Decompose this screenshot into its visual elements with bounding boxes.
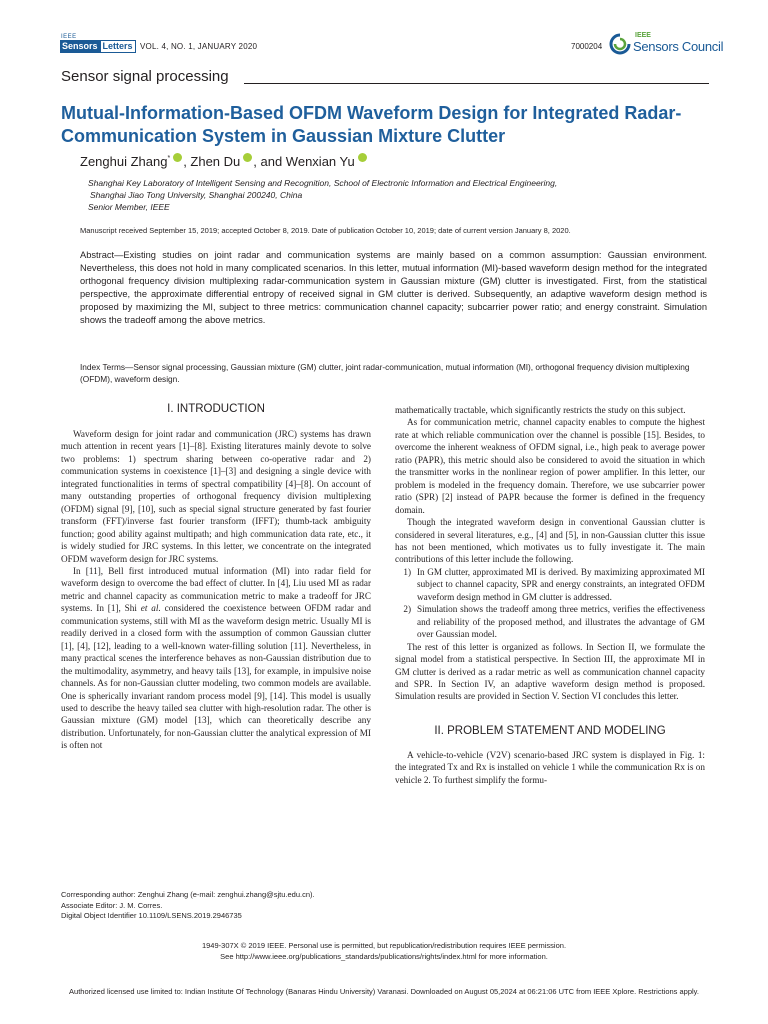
logo-sensors: Sensors: [62, 41, 98, 51]
right-paragraph-4: The rest of this letter is organized as follows. In Section II, we formulate the signal model from a statistical perspective. In Section III, the approximate MI in GM clutter is derived as a radar metric as well as communication channel capacity and SPR. In Section IV, an adaptive waveform design method is proposed. Simulation results are provided in Section V. Section VI concludes this letter.: [395, 641, 705, 702]
orcid-icon[interactable]: [243, 153, 252, 162]
author-1-mark: *: [167, 155, 171, 162]
authorized-use-notice: Authorized licensed use limited to: Indian Institute Of Technology (Banaras Hindu University) Varanasi. Downloaded on August 05,2024 at 06:21:06 UTC from IEEE Xplore. Restrictions apply.: [69, 987, 699, 996]
paper-title: Mutual-Information-Based OFDM Waveform Design for Integrated Radar-Communication System in Gaussian Mixture Clutter: [61, 103, 682, 146]
copyright: [0, 940, 768, 962]
intro-paragraph-2: [61, 565, 371, 752]
right-paragraph-3: Though the integrated waveform design in conventional Gaussian clutter is considered in several literatures, e.g., [4] and [5], in non-Gaussian clutter this issue has not been mentioned, which motivates us to fully investigate it. The main contributions of this letter include the following.: [395, 517, 705, 565]
volume-info: VOL. 4, NO. 1, JANUARY 2020: [140, 42, 258, 51]
orcid-icon[interactable]: [173, 153, 182, 162]
section-tag: Sensor signal processing: [61, 68, 229, 85]
manuscript-dates: Manuscript received September 15, 2019; accepted October 8, 2019. Date of publication October 10, 2019; date of current version January 8, 2020.: [80, 226, 571, 235]
orcid-icon[interactable]: [358, 153, 367, 162]
sensors-council-logo: [609, 31, 724, 57]
section-heading-introduction: I. INTRODUCTION: [167, 403, 265, 415]
logo-letters: Letters: [100, 40, 136, 53]
item-number: 2): [403, 604, 411, 615]
council-ieee: IEEE: [635, 32, 651, 39]
author-3[interactable]: , and Wenxian Yu: [253, 154, 355, 169]
footnote: [61, 890, 315, 922]
item-text: Simulation shows the tradeoff among three metrics, verifies the effectiveness and reliability of the proposed method, and illustrates the advantage of GM over Gaussian model.: [417, 604, 705, 640]
footnote-corresponding: Corresponding author: Zenghui Zhang (e-mail: zenghui.zhang@sjtu.edu.cn).: [61, 890, 315, 899]
copyright-line-2[interactable]: See http://www.ieee.org/publications_standards/publications/rights/index.html for more information.: [220, 952, 548, 961]
sensors-council-swirl-icon: [609, 33, 631, 55]
right-paragraph-5: A vehicle-to-vehicle (V2V) scenario-based JRC system is displayed in Fig. 1: the integrated Tx and Rx is installed on vehicle 1 while the communication Rx is on vehicle 2. To furthest simplify the formu-: [395, 749, 705, 785]
intro-p2-part-a: In [11], Bell first introduced mutual information (MI) into radar field for waveform design to overcome the bad effect of clutter. In [4], Liu used MI as radar metric and channel capacity as communication metric to make a tradeoff for JRC systems. In [1], Shi: [61, 565, 371, 614]
right-paragraph-1: mathematically tractable, which significantly restricts the study on this subject.: [395, 405, 686, 415]
ieee-logo-small: IEEE: [61, 34, 77, 40]
sensors-letters-logo: [60, 40, 136, 53]
item-text: In GM clutter, approximated MI is derived. By maximizing approximated MI subject to channel capacity, SPR and energy constraints, an integrated OFDM waveform design method in GM clutter is addressed.: [417, 566, 705, 602]
intro-p2-part-b: considered the coexistence between OFDM radar and communication systems, still with MI as the waveform design metric. Usually MI is readily derived in a closed form with the assumption of common Gaussian clutter [1], [4], [12], leading to a well-known water-filling solution [11]. Nevertheless, in many practical scenes the interference behaves as non-Gaussian distribution due to the multimodality, asymmetry, and heavy tails [13], for example, in impulsive noise channels. As for non-Gaussian clutter modeling, two common models are available. One is spherically invariant random process model [9], [14]. This model is usually used to describe the heavy tailed sea clutter with high-resolution radar. The other is Gaussian mixture (GM) model [13], which can theoretically describe any distribution. Unfortunately, for non-Gaussian clutter the analytical expression of MI is often not: [61, 603, 372, 751]
council-name: Sensors Council: [633, 39, 724, 54]
footnote-doi: Digital Object Identifier 10.1109/LSENS.2019.2946735: [61, 911, 242, 920]
affiliation-line-1: Shanghai Key Laboratory of Intelligent Sensing and Recognition, School of Electronic Information and Electrical Engineering,: [88, 178, 558, 188]
section-divider: [244, 83, 709, 84]
affiliation-line-3: Senior Member, IEEE: [88, 202, 170, 212]
section-heading-problem: II. PROBLEM STATEMENT AND MODELING: [434, 724, 666, 737]
copyright-line-1: 1949-307X © 2019 IEEE. Personal use is permitted, but republication/redistribution requires IEEE permission.: [201, 941, 567, 950]
authors: [80, 153, 368, 169]
article-number: 7000204: [571, 42, 603, 51]
intro-paragraph-1: Waveform design for joint radar and communication (JRC) systems has drawn much attention in recent years [1]–[8]. Existing literatures mainly devote to solve two problems: 1) spectrum sharing between co-operative radar and 2) communication systems in coexistence [1]–[3] and designing a single device with integrated functionalities in terms of spectral compatibility [4]–[8]. On account of many outstanding properties of orthogonal frequency division multiplexing (OFDM) signal [9], [10], such as special signal structure generated by fast fourier transform (FFT)/inverse fast fourier transform (IFFT); thumb-tack ambiguity function; good ability against multipath; and high communication data rate, etc., it is widely studied for JRC systems. In this letter, we concentrate on the integrated OFDM waveform design for JRC systems.: [61, 429, 371, 564]
right-column: [395, 404, 705, 786]
contribution-item-2: [395, 603, 705, 640]
right-paragraph-2: As for communication metric, channel capacity enables to compute the highest rate at which reliable communication over the channel is possible [15]. Besides, to overcome the inherent weakness of OFDM signal, i.e., high peak to average power ratio (PAPR), this metric should also be considered to avoid the situation in which the transmitter works in the nonlinear region of power amplifier. In this letter, our problem is modeled in the frequency domain. Therefore, we use subcarrier power ratio (SPR) [2] instead of PAPR because the former is defined in the frequency domain.: [395, 417, 705, 515]
et-al: et al.: [140, 603, 161, 614]
footnote-editor: Associate Editor: J. M. Corres.: [61, 900, 163, 910]
left-column: [61, 403, 371, 752]
contribution-item-1: [395, 566, 705, 603]
abstract: Abstract—Existing studies on joint radar and communication systems are mainly based on a common assumption: Gaussian environment. Nevertheless, this does not hold in many complicated scenarios. In this letter, mutual information (MI)-based waveform design method for the integrated orthogonal frequency division multiplexing radar-communication system in Gaussian mixture (GM) clutter is investigated. First, from the statistical perspective, the approximate differential entropy of received signal in GM clutter is derived. Subsequently, an adaptive waveform design method is proposed by maximizing the MI, subject to three metrics: communication channel capacity; subcarrier power ratio; and energy constraint. Simulation shows the tradeoff among the above metrics.: [80, 250, 707, 326]
index-terms: Index Terms—Sensor signal processing, Gaussian mixture (GM) clutter, joint radar-communication, mutual information (MI), orthogonal frequency division multiplexing (OFDM), waveform design.: [80, 362, 690, 384]
author-2[interactable]: , Zhen Du: [183, 154, 241, 169]
author-1[interactable]: Zenghui Zhang: [80, 154, 168, 169]
affiliation: [88, 177, 718, 213]
affiliation-line-2: Shanghai Jiao Tong University, Shanghai 200240, China: [90, 190, 303, 200]
item-number: 1): [403, 566, 411, 577]
